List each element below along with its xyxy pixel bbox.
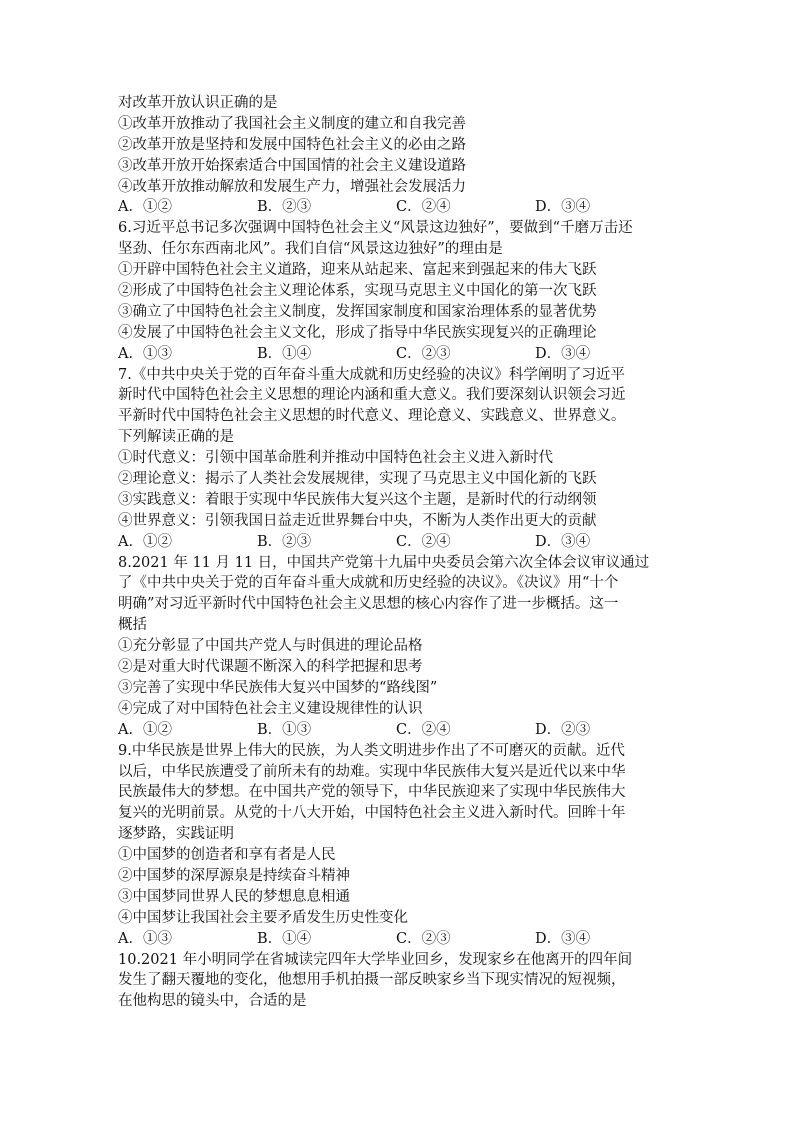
answer-statement: ④中国梦让我国社会主要矛盾发生历史性变化 [118,909,408,926]
question-stem-line: 发生了翻天覆地的变化，他想用手机拍摄一部反映家乡当下现实情况的短视频， [118,972,626,989]
question-stem-line: 6.习近平总书记多次强调中国特色社会主义“风景这边独好”，要做到“千磨万击还 [118,220,633,237]
question-stem-line: 民族最伟大的梦想。在中国共产党的领导下，中华民族迎来了实现中华民族伟大 [118,784,626,801]
answer-statement: ④发展了中国特色社会主义文化，形成了指导中华民族实现复兴的正确理论 [118,324,597,341]
answer-statement: ③确立了中国特色社会主义制度，发挥国家制度和国家治理体系的显著优势 [118,303,597,320]
choice-option: C．②④ [396,533,451,550]
choice-option: B．①④ [257,345,312,362]
choice-option: D．③④ [535,199,591,216]
choice-row [118,929,678,950]
question-stem-line: 了《中共中央关于党的百年奋斗重大成就和历史经验的决议》。《决议》用“十个 [118,575,619,592]
question-stem-line: 平新时代中国特色社会主义思想的时代意义、理论意义、实践意义、世界意义。 [118,408,626,425]
answer-statement: ①改革开放推动了我国社会主义制度的建立和自我完善 [118,115,466,132]
answer-statement: ④完成了对中国特色社会主义建设规律性的认识 [118,700,423,717]
choice-option: D．②③ [535,721,591,738]
answer-statement: ②改革开放是坚持和发展中国特色社会主义的必由之路 [118,136,466,153]
choice-option: B．②③ [257,199,312,216]
choice-row [118,720,678,741]
choice-option: D．③④ [535,533,591,550]
choice-option: A．①② [118,199,172,216]
answer-statement: ③实践意义：着眼于实现中华民族伟大复兴这个主题，是新时代的行动纲领 [118,491,597,508]
question-stem-line: 明确”对习近平新时代中国特色社会主义思想的核心内容作了进一步概括。这一 [118,596,619,613]
answer-statement: ②是对重大时代课题不断深入的科学把握和思考 [118,659,423,676]
answer-statement: ②理论意义：揭示了人类社会发展规律，实现了马克思主义中国化新的飞跃 [118,471,597,488]
choice-option: C．②④ [396,721,451,738]
question-stem-line: 9.中华民族是世界上伟大的民族，为人类文明进步作出了不可磨灭的贡献。近代 [118,742,625,759]
question-stem-line: 新时代中国特色社会主义思想的理论内涵和重大意义。我们要深刻认识领会习近 [118,387,626,404]
question-stem-line: 8.2021 年 11 月 11 日，中国共产党第十九届中央委员会第六次全体会议审议通过 [118,554,650,571]
exam-page [118,93,678,1012]
choice-option: C．②③ [396,930,451,947]
choice-option: D．③④ [535,930,591,947]
answer-statement: ①开辟中国特色社会主义道路，迎来从站起来、富起来到强起来的伟大飞跃 [118,262,597,279]
choice-option: B．①③ [257,721,312,738]
answer-statement: ①中国梦的创造者和享有者是人民 [118,847,336,864]
answer-statement: ①时代意义：引领中国革命胜利并推动中国特色社会主义进入新时代 [118,450,553,467]
question-stem-line: 在他构思的镜头中，合适的是 [118,993,307,1010]
choice-option: A．①② [118,533,172,550]
choice-option: A．①③ [118,345,172,362]
question-stem-line: 对改革开放认识正确的是 [118,95,278,111]
answer-statement: ③完善了实现中华民族伟大复兴中国梦的“路线图” [118,679,438,696]
choice-row [118,532,678,553]
choice-option: A．①③ [118,930,172,947]
choice-option: C．②④ [396,199,451,216]
choice-option: D．③④ [535,345,591,362]
answer-statement: ③改革开放开始探索适合中国国情的社会主义建设道路 [118,157,466,174]
answer-statement: ④改革开放推动解放和发展生产力，增强社会发展活力 [118,178,466,195]
answer-statement: ②形成了中国特色社会主义理论体系，实现马克思主义中国化的第一次飞跃 [118,283,597,300]
answer-statement: ②中国梦的深厚源泉是持续奋斗精神 [118,867,350,884]
choice-row [118,344,678,365]
question-stem-line: 复兴的光明前景。从党的十八大开始，中国特色社会主义进入新时代。回眸十年 [118,805,626,822]
question-stem-line: 坚劲、任尔东西南北风”。我们自信“风景这边独好”的理由是 [118,241,503,258]
question-stem-line: 逐梦路，实践证明 [118,826,234,843]
question-stem-line: 10.2021 年小明同学在省城读完四年大学毕业回乡，发现家乡在他离开的四年间 [118,951,633,968]
answer-statement: ①充分彰显了中国共产党人与时俱进的理论品格 [118,638,423,655]
answer-statement: ④世界意义：引领我国日益走近世界舞台中央，不断为人类作出更大的贡献 [118,512,597,529]
question-stem-line: 以后，中华民族遭受了前所未有的劫难。实现中华民族伟大复兴是近代以来中华 [118,763,626,780]
answer-statement: ③中国梦同世界人民的梦想息息相通 [118,888,350,905]
choice-option: C．②③ [396,345,451,362]
choice-option: B．①④ [257,930,312,947]
choice-row [118,197,678,218]
question-stem-line: 概括 [118,617,147,634]
question-stem-line: 7.《中共中央关于党的百年奋斗重大成就和历史经验的决议》科学阐明了习近平 [118,366,625,383]
choice-option: B．②③ [257,533,312,550]
choice-option: A．①② [118,721,172,738]
question-stem-line: 下列解读正确的是 [118,429,234,446]
